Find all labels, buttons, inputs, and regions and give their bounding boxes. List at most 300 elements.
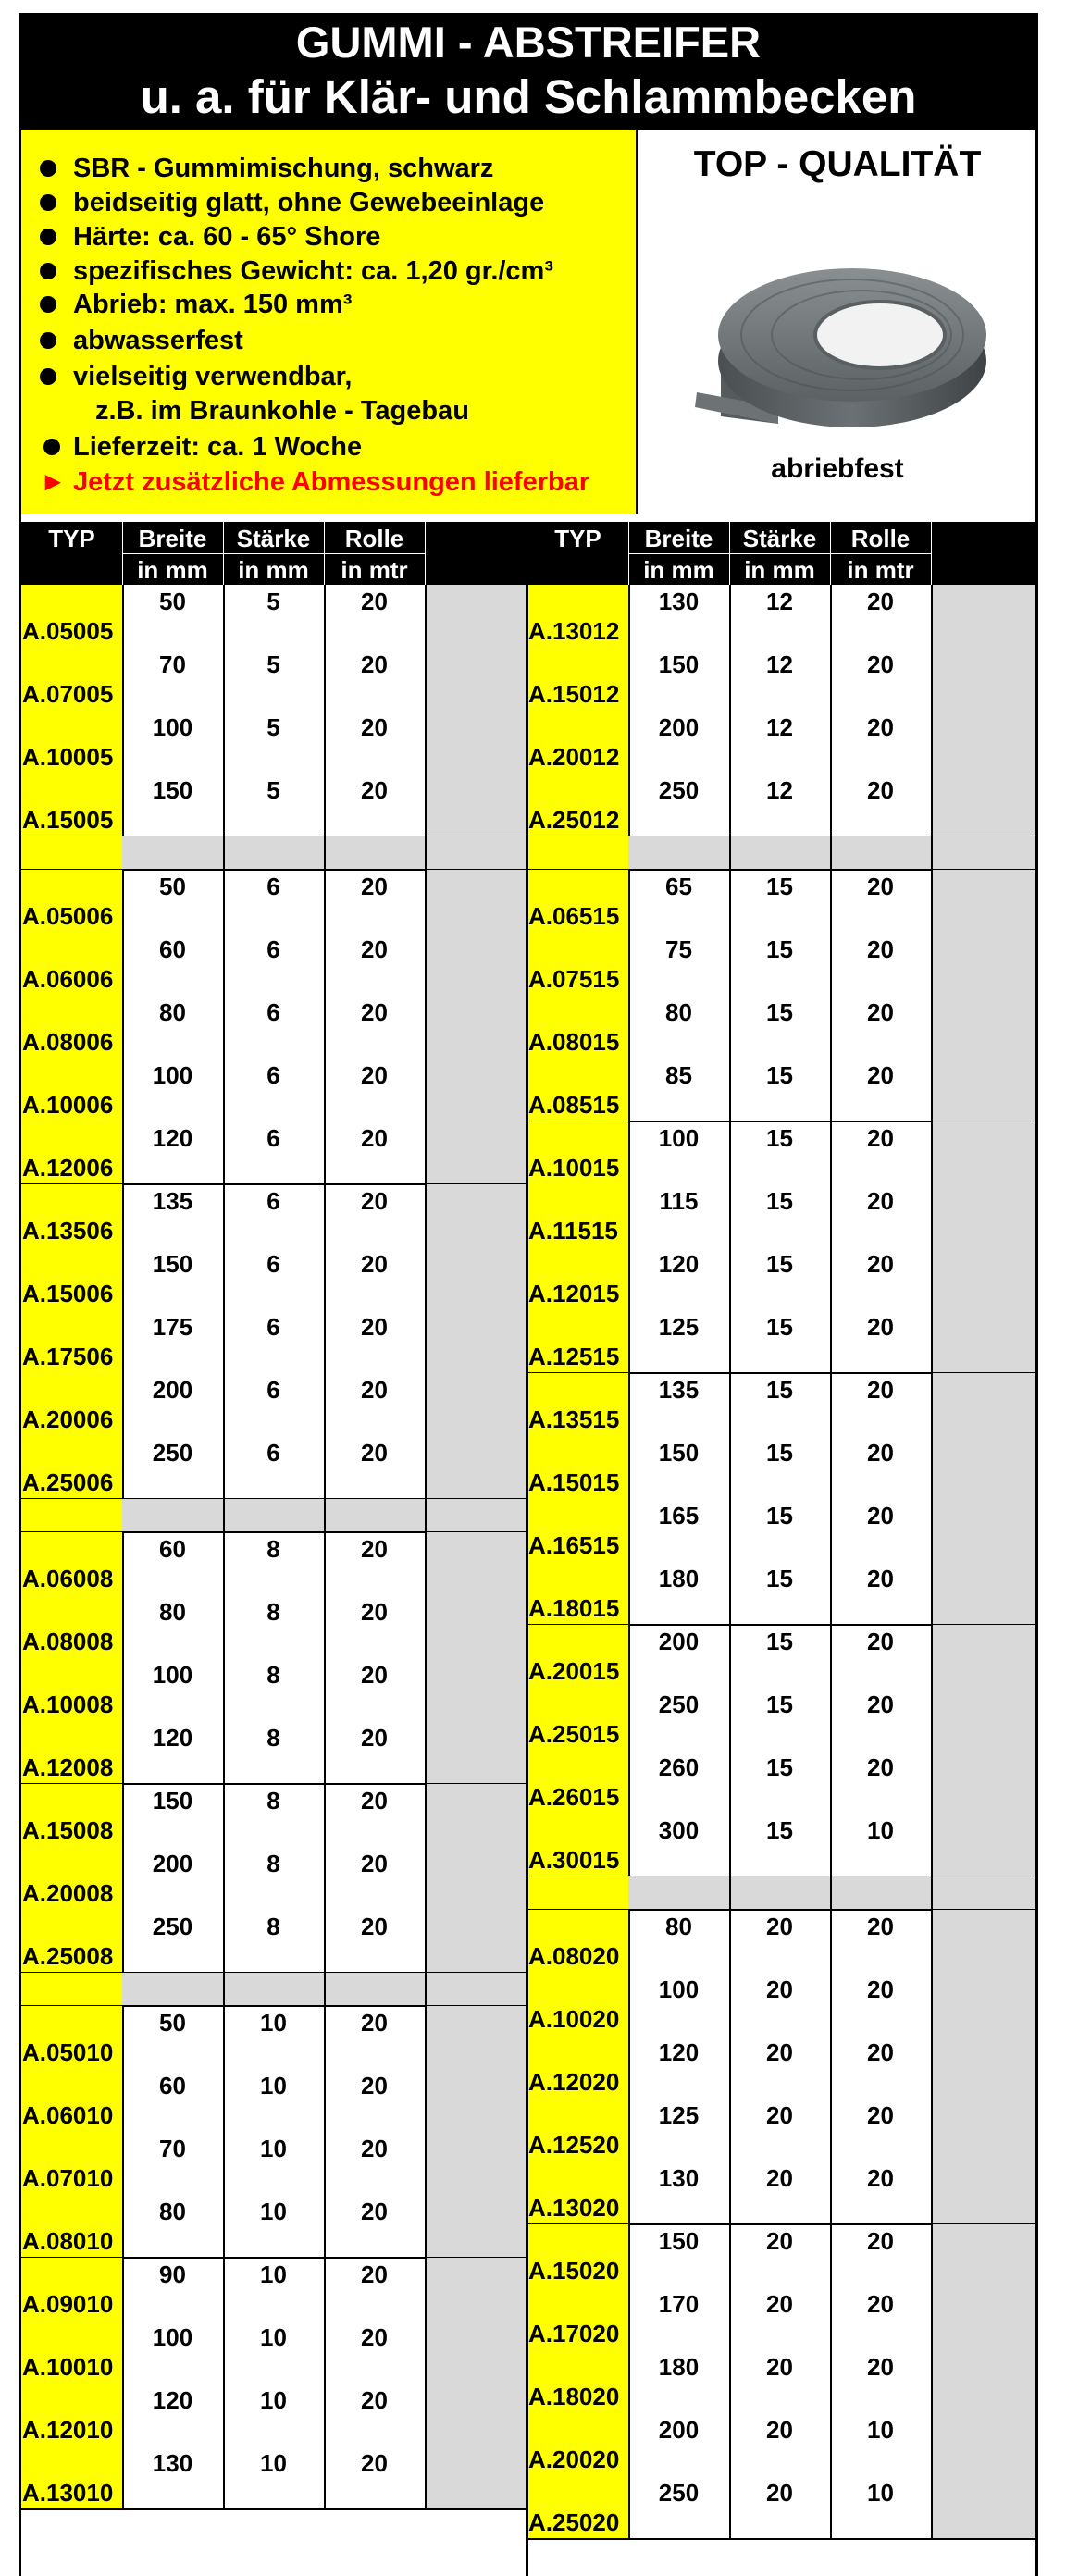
page-title: GUMMI - ABSTREIFER (295, 18, 762, 67)
staerke-value: 6 (266, 998, 280, 1026)
arrow-icon: ► (40, 467, 67, 497)
feature-item: Härte: ca. 60 - 65° Shore (73, 222, 381, 252)
type-code: A.05010 (22, 2038, 114, 2066)
staerke-value: 10 (260, 2135, 287, 2162)
staerke-value: 15 (766, 1187, 793, 1215)
type-code: A.12515 (528, 1343, 620, 1370)
type-code: A.20012 (528, 743, 620, 771)
column-divider (324, 1973, 326, 2006)
extra-column (425, 585, 526, 836)
rolle-value: 10 (867, 2416, 894, 2444)
rolle-value: 20 (867, 1313, 894, 1341)
spacer-row (628, 836, 1035, 870)
spacer-row (527, 1876, 628, 1910)
breite-value: 150 (658, 1439, 700, 1467)
extra-column (425, 1784, 526, 1973)
breite-value: 80 (665, 1913, 692, 1940)
column-divider (931, 1121, 933, 1373)
product-caption: abriebfest (771, 453, 904, 484)
feature-item: z.B. im Braunkohle - Tagebau (95, 396, 469, 426)
column-divider (425, 1973, 427, 2006)
column-divider (931, 1373, 933, 1625)
rolle-value: 20 (867, 873, 894, 900)
rolle-value: 20 (867, 1250, 894, 1278)
staerke-value: 20 (766, 2227, 793, 2255)
staerke-value: 20 (766, 2416, 793, 2444)
breite-value: 60 (159, 935, 186, 963)
type-code: A.15015 (528, 1468, 620, 1496)
staerke-value: 8 (266, 1787, 280, 1814)
type-code: A.07010 (22, 2164, 114, 2192)
rolle-value: 20 (361, 1187, 388, 1215)
column-divider (931, 836, 933, 870)
rolle-value: 20 (361, 2323, 388, 2351)
bullet-icon (40, 194, 56, 211)
header-staerke: Stärke (236, 525, 311, 552)
staerke-value: 6 (266, 1439, 280, 1467)
breite-value: 150 (152, 1787, 193, 1814)
type-code: A.26015 (528, 1783, 620, 1811)
staerke-value: 12 (766, 588, 793, 615)
breite-value: 250 (658, 1690, 700, 1718)
extra-column (425, 1184, 526, 1499)
breite-value: 125 (658, 2101, 700, 2129)
type-code: A.06006 (22, 965, 114, 993)
type-code: A.15005 (22, 806, 114, 834)
staerke-value: 15 (766, 935, 793, 963)
breite-value: 150 (658, 2227, 700, 2255)
type-code: A.16515 (528, 1531, 620, 1559)
staerke-value: 6 (266, 1250, 280, 1278)
rolle-value: 20 (867, 1628, 894, 1655)
staerke-value: 10 (260, 2260, 287, 2288)
rolle-value: 20 (867, 1439, 894, 1467)
staerke-value: 20 (766, 2164, 793, 2192)
column-divider (931, 870, 933, 1121)
table-divider (526, 522, 528, 2576)
breite-value: 130 (152, 2449, 193, 2477)
breite-value: 50 (159, 2009, 186, 2037)
type-code: A.12020 (528, 2068, 620, 2096)
staerke-value: 12 (766, 713, 793, 741)
staerke-value: 10 (260, 2386, 287, 2414)
type-code: A.15020 (528, 2257, 620, 2285)
rolle-value: 20 (361, 2135, 388, 2162)
breite-value: 100 (152, 713, 193, 741)
staerke-value: 20 (766, 1975, 793, 2003)
page-subtitle: u. a. für Klär- und Schlammbecken (140, 70, 917, 123)
breite-value: 100 (152, 1661, 193, 1689)
column-divider (223, 1973, 225, 2006)
feature-item: abwasserfest (73, 326, 243, 355)
type-code: A.10020 (528, 2005, 620, 2033)
type-code: A.20020 (528, 2446, 620, 2473)
rolle-value: 10 (867, 1816, 894, 1844)
type-code: A.25015 (528, 1720, 620, 1748)
rolle-value: 20 (867, 998, 894, 1026)
header-rolle: Rolle (344, 525, 404, 552)
extra-column (931, 1121, 1035, 1373)
type-code: A.06010 (22, 2101, 114, 2129)
breite-value: 250 (152, 1439, 193, 1467)
rolle-value: 20 (361, 1250, 388, 1278)
staerke-value: 15 (766, 1376, 793, 1404)
feature-item: vielseitig verwendbar, (73, 362, 353, 391)
type-code: A.25012 (528, 806, 620, 834)
staerke-value: 8 (266, 1598, 280, 1626)
staerke-value: 20 (766, 2290, 793, 2318)
rolle-value: 20 (867, 1502, 894, 1530)
breite-value: 125 (658, 1313, 700, 1341)
type-code: A.07515 (528, 965, 620, 993)
breite-value: 200 (152, 1376, 193, 1404)
type-code: A.25008 (22, 1942, 114, 1970)
feature-item: Abrieb: max. 150 mm³ (73, 290, 353, 319)
column-divider (931, 1910, 933, 2224)
header-breite-unit: in mm (137, 556, 208, 584)
type-code: A.17020 (528, 2320, 620, 2347)
header-staerke: Stärke (742, 525, 817, 552)
header-divider (931, 522, 932, 585)
header-rolle: Rolle (850, 525, 911, 552)
staerke-value: 15 (766, 1628, 793, 1655)
breite-value: 170 (658, 2290, 700, 2318)
staerke-value: 8 (266, 1850, 280, 1877)
header-rolle-unit: in mtr (847, 556, 914, 584)
breite-value: 120 (658, 2038, 700, 2066)
rolle-value: 20 (867, 2038, 894, 2066)
breite-value: 75 (665, 935, 692, 963)
group-divider (21, 2508, 526, 2510)
feature-item: Jetzt zusätzliche Abmessungen lieferbar (73, 467, 590, 497)
breite-value: 120 (152, 1724, 193, 1752)
staerke-value: 20 (766, 1913, 793, 1940)
rolle-value: 20 (867, 2101, 894, 2129)
type-code: A.15012 (528, 680, 620, 708)
breite-value: 100 (658, 1124, 700, 1152)
breite-value: 135 (658, 1376, 700, 1404)
column-divider (425, 1784, 427, 1973)
breite-value: 50 (159, 588, 186, 615)
type-code: A.25020 (528, 2508, 620, 2536)
type-code: A.08015 (528, 1028, 620, 1056)
staerke-value: 12 (766, 650, 793, 678)
breite-value: 65 (665, 873, 692, 900)
extra-column (931, 1910, 1035, 2224)
staerke-value: 6 (266, 935, 280, 963)
staerke-value: 10 (260, 2198, 287, 2225)
spacer-row (21, 1973, 122, 2006)
breite-value: 80 (159, 2198, 186, 2225)
feature-item: beidseitig glatt, ohne Gewebeeinlage (73, 188, 545, 217)
rolle-value: 20 (361, 935, 388, 963)
type-code: A.13020 (528, 2194, 620, 2222)
column-divider (223, 836, 225, 870)
staerke-value: 15 (766, 873, 793, 900)
extra-column (425, 870, 526, 1184)
column-divider (425, 2006, 427, 2258)
type-code: A.25006 (22, 1468, 114, 1496)
type-code: A.06008 (22, 1565, 114, 1592)
bullet-icon (40, 160, 56, 177)
type-code: A.17506 (22, 1343, 114, 1370)
staerke-value: 10 (260, 2449, 287, 2477)
breite-value: 200 (658, 2416, 700, 2444)
column-divider (425, 1499, 427, 1532)
column-divider (425, 585, 427, 836)
type-code: A.13506 (22, 1217, 114, 1245)
staerke-value: 20 (766, 2038, 793, 2066)
rolle-value: 20 (361, 1535, 388, 1563)
rolle-value: 20 (867, 1061, 894, 1089)
staerke-value: 6 (266, 1313, 280, 1341)
rolle-value: 20 (867, 1376, 894, 1404)
breite-value: 120 (152, 1124, 193, 1152)
breite-value: 200 (658, 713, 700, 741)
extra-column (931, 585, 1035, 836)
breite-value: 150 (658, 650, 700, 678)
staerke-value: 5 (266, 588, 280, 615)
type-code: A.13012 (528, 617, 620, 645)
breite-value: 50 (159, 873, 186, 900)
breite-value: 250 (152, 1913, 193, 1940)
breite-value: 180 (658, 1565, 700, 1592)
column-divider (931, 1876, 933, 1910)
bullet-icon (40, 296, 56, 313)
header-typ: TYP (554, 525, 601, 552)
breite-value: 90 (159, 2260, 186, 2288)
type-code: A.06515 (528, 902, 620, 930)
breite-value: 70 (159, 650, 186, 678)
rolle-value: 20 (361, 1124, 388, 1152)
rolle-value: 20 (867, 1913, 894, 1940)
rolle-value: 10 (867, 2479, 894, 2507)
extra-column (931, 2224, 1035, 2539)
type-code: A.08010 (22, 2227, 114, 2255)
column-divider (425, 870, 427, 1184)
product-panel (639, 130, 1035, 514)
rolle-value: 20 (361, 1661, 388, 1689)
type-code: A.08006 (22, 1028, 114, 1056)
extra-column (425, 2006, 526, 2258)
rolle-value: 20 (361, 1598, 388, 1626)
rolle-value: 20 (361, 588, 388, 615)
type-code: A.08020 (528, 1942, 620, 1970)
type-code: A.10008 (22, 1690, 114, 1718)
staerke-value: 20 (766, 2479, 793, 2507)
feature-item: spezifisches Gewicht: ca. 1,20 gr./cm³ (73, 256, 553, 286)
breite-value: 250 (658, 2479, 700, 2507)
staerke-value: 15 (766, 1816, 793, 1844)
column-divider (425, 1532, 427, 1784)
extra-column (931, 1625, 1035, 1876)
breite-value: 100 (152, 2323, 193, 2351)
breite-value: 100 (658, 1975, 700, 2003)
type-code: A.15006 (22, 1280, 114, 1307)
type-code: A.18020 (528, 2383, 620, 2410)
breite-value: 300 (658, 1816, 700, 1844)
header-staerke-unit: in mm (238, 556, 309, 584)
type-code: A.13515 (528, 1406, 620, 1433)
type-code: A.12520 (528, 2131, 620, 2159)
rolle-value: 20 (361, 1061, 388, 1089)
header-breite: Breite (644, 525, 713, 552)
rolle-value: 20 (867, 935, 894, 963)
type-code: A.12010 (22, 2416, 114, 2444)
staerke-value: 5 (266, 776, 280, 804)
rolle-value: 20 (867, 713, 894, 741)
column-divider (425, 1184, 427, 1499)
rolle-value: 20 (867, 2227, 894, 2255)
staerke-value: 15 (766, 1690, 793, 1718)
rolle-value: 20 (361, 1850, 388, 1877)
staerke-value: 20 (766, 2353, 793, 2381)
staerke-value: 8 (266, 1724, 280, 1752)
staerke-value: 5 (266, 650, 280, 678)
rolle-value: 20 (361, 2198, 388, 2225)
breite-value: 130 (658, 588, 700, 615)
staerke-value: 15 (766, 1502, 793, 1530)
staerke-value: 10 (260, 2072, 287, 2099)
type-code: A.20015 (528, 1657, 620, 1685)
breite-value: 130 (658, 2164, 700, 2192)
rolle-value: 20 (361, 1313, 388, 1341)
extra-column (425, 1532, 526, 1784)
breite-value: 175 (152, 1313, 193, 1341)
type-code: A.10006 (22, 1091, 114, 1119)
rolle-value: 20 (867, 776, 894, 804)
rolle-value: 20 (361, 2386, 388, 2414)
type-code: A.20006 (22, 1406, 114, 1433)
type-code: A.08008 (22, 1628, 114, 1655)
breite-value: 180 (658, 2353, 700, 2381)
type-code: A.05006 (22, 902, 114, 930)
column-divider (729, 836, 731, 870)
staerke-value: 15 (766, 1124, 793, 1152)
header-staerke-unit: in mm (744, 556, 815, 584)
spacer-row (21, 1499, 122, 1532)
header-breite-unit: in mm (643, 556, 714, 584)
header-divider (425, 522, 426, 585)
type-code: A.30015 (528, 1846, 620, 1874)
column-divider (425, 2258, 427, 2509)
rolle-value: 20 (867, 1975, 894, 2003)
type-code: A.08515 (528, 1091, 620, 1119)
staerke-value: 10 (260, 2323, 287, 2351)
column-divider (931, 2224, 933, 2539)
breite-value: 260 (658, 1753, 700, 1781)
rolle-value: 20 (361, 2449, 388, 2477)
breite-value: 120 (152, 2386, 193, 2414)
rolle-value: 20 (361, 2072, 388, 2099)
staerke-value: 15 (766, 1061, 793, 1089)
extra-column (931, 1373, 1035, 1625)
column-divider (830, 836, 832, 870)
rolle-value: 20 (867, 1565, 894, 1592)
header-divider (628, 553, 931, 554)
feature-item: SBR - Gummimischung, schwarz (73, 154, 494, 183)
rolle-value: 20 (361, 1787, 388, 1814)
column-divider (830, 1876, 832, 1910)
rolle-value: 20 (867, 1124, 894, 1152)
type-code: A.12015 (528, 1280, 620, 1307)
breite-value: 115 (659, 1187, 699, 1215)
bullet-icon (43, 439, 60, 455)
header-rolle-unit: in mtr (341, 556, 408, 584)
rolle-value: 20 (361, 1724, 388, 1752)
breite-value: 250 (658, 776, 700, 804)
spacer-row (628, 1876, 1035, 1910)
rolle-value: 20 (361, 1376, 388, 1404)
breite-value: 70 (159, 2135, 186, 2162)
column-divider (223, 1499, 225, 1532)
quality-title: TOP - QUALITÄT (693, 144, 982, 184)
staerke-value: 10 (260, 2009, 287, 2037)
type-code: A.07005 (22, 680, 114, 708)
spacer-row (21, 836, 122, 870)
rolle-value: 20 (361, 650, 388, 678)
breite-value: 60 (159, 2072, 186, 2099)
rolle-value: 20 (361, 2009, 388, 2037)
staerke-value: 15 (766, 1250, 793, 1278)
bullet-icon (40, 368, 56, 385)
rolle-value: 20 (361, 1439, 388, 1467)
staerke-value: 8 (266, 1661, 280, 1689)
header-divider (122, 553, 425, 554)
type-code: A.15008 (22, 1816, 114, 1844)
header-breite: Breite (138, 525, 207, 552)
staerke-value: 15 (766, 998, 793, 1026)
rolle-value: 20 (867, 1187, 894, 1215)
breite-value: 200 (658, 1628, 700, 1655)
staerke-value: 6 (266, 1061, 280, 1089)
rolle-value: 20 (867, 2290, 894, 2318)
type-code: A.20008 (22, 1879, 114, 1907)
type-code: A.10010 (22, 2353, 114, 2381)
page-header (19, 13, 1038, 130)
breite-value: 100 (152, 1061, 193, 1089)
type-code: A.09010 (22, 2290, 114, 2318)
bullet-icon (40, 229, 56, 245)
column-divider (729, 1876, 731, 1910)
rolle-value: 20 (361, 2260, 388, 2288)
staerke-value: 20 (766, 2101, 793, 2129)
spacer-row (527, 836, 628, 870)
staerke-value: 6 (266, 1124, 280, 1152)
rolle-value: 20 (361, 998, 388, 1026)
group-divider (527, 2538, 1035, 2540)
breite-value: 150 (152, 1250, 193, 1278)
breite-value: 135 (152, 1187, 193, 1215)
bullet-icon (40, 332, 56, 349)
breite-value: 200 (152, 1850, 193, 1877)
type-code: A.12006 (22, 1154, 114, 1182)
rolle-value: 20 (867, 2164, 894, 2192)
type-code: A.10015 (528, 1154, 620, 1182)
type-code: A.05005 (22, 617, 114, 645)
staerke-value: 6 (266, 1187, 280, 1215)
bullet-icon (40, 263, 56, 279)
staerke-value: 12 (766, 776, 793, 804)
type-code: A.11515 (528, 1217, 618, 1245)
rolle-value: 20 (867, 1753, 894, 1781)
extra-column (425, 2258, 526, 2509)
rolle-value: 20 (361, 873, 388, 900)
staerke-value: 15 (766, 1753, 793, 1781)
type-code: A.13010 (22, 2479, 114, 2507)
feature-list (21, 130, 638, 514)
rolle-value: 20 (867, 588, 894, 615)
